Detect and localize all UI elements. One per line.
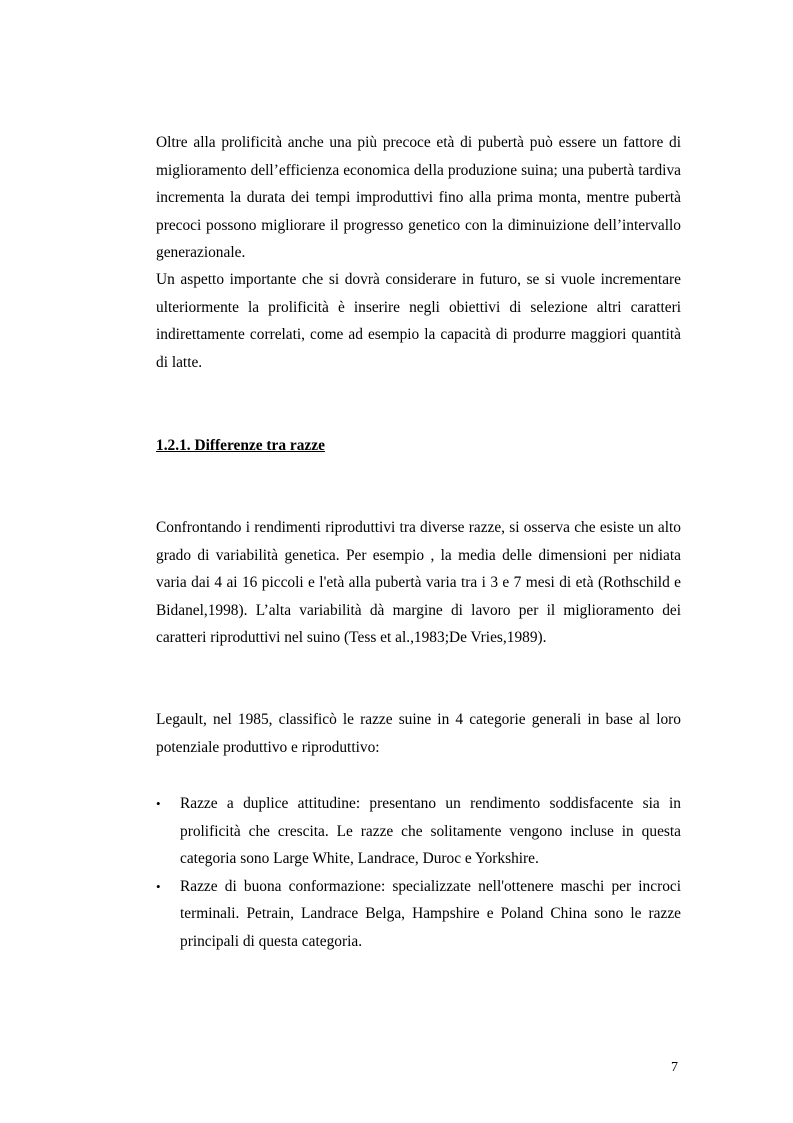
paragraph-puberty: Oltre alla prolificità anche una più precoce età di pubertà può essere un fattore di miglioramento dell’efficienza economica della produzione suina; una pubertà tardiva incrementa la durata dei tempi improduttivi fino alla prima monta, mentre pubertà precoci possono migliorare il progresso genetico con la diminuizione dell’intervallo generazionale. (156, 134, 681, 262)
bullet-icon: • (156, 796, 161, 811)
paragraph-breed-variability: Confrontando i rendimenti riproduttivi tra diverse razze, si osserva che esiste un alto grado di variabilità genetica. Per esempio , la media delle dimensioni per nidiata varia dai 4 ai 16 piccoli e l'età alla pubertà varia tra i 3 e 7 mesi di età (Rothschild e Bidanel,1998). L’alta variabilità dà margine di lavoro per il miglioramento dei caratteri riproduttivi nel suino (Tess et al.,1983;De Vries,1989). (156, 519, 681, 647)
paragraph-future-selection: Un aspetto importante che si dovrà considerare in futuro, se si vuole incrementare ulteriormente la prolificità è inserire negli obiettivi di selezione altri caratteri indirettamente correlati, come ad esempio la capacità di produrre maggiori quantità di latte. (156, 271, 681, 371)
list-item-text: Razze a duplice attitudine: presentano un rendimento soddisfacente sia in prolificità che crescita. Le razze che solitamente vengono incluse in questa categoria sono Large White, Landrace, Duroc e Yorkshire. (180, 795, 681, 868)
breed-category-list (156, 790, 681, 956)
list-item-text: Razze di buona conformazione: specializzate nell'ottenere maschi per incroci terminali. Petrain, Landrace Belga, Hampshire e Poland China sono le razze principali di questa categoria. (180, 877, 681, 950)
section-heading: 1.2.1. Differenze tra razze (156, 437, 325, 454)
list-item (156, 873, 681, 956)
bullet-icon: • (156, 878, 161, 894)
list-item (156, 790, 681, 873)
page-number: 7 (671, 1060, 678, 1075)
paragraph-legault-classification: Legault, nel 1985, classificò le razze suine in 4 categorie generali in base al loro potenziale produttivo e riproduttivo: (156, 711, 681, 756)
